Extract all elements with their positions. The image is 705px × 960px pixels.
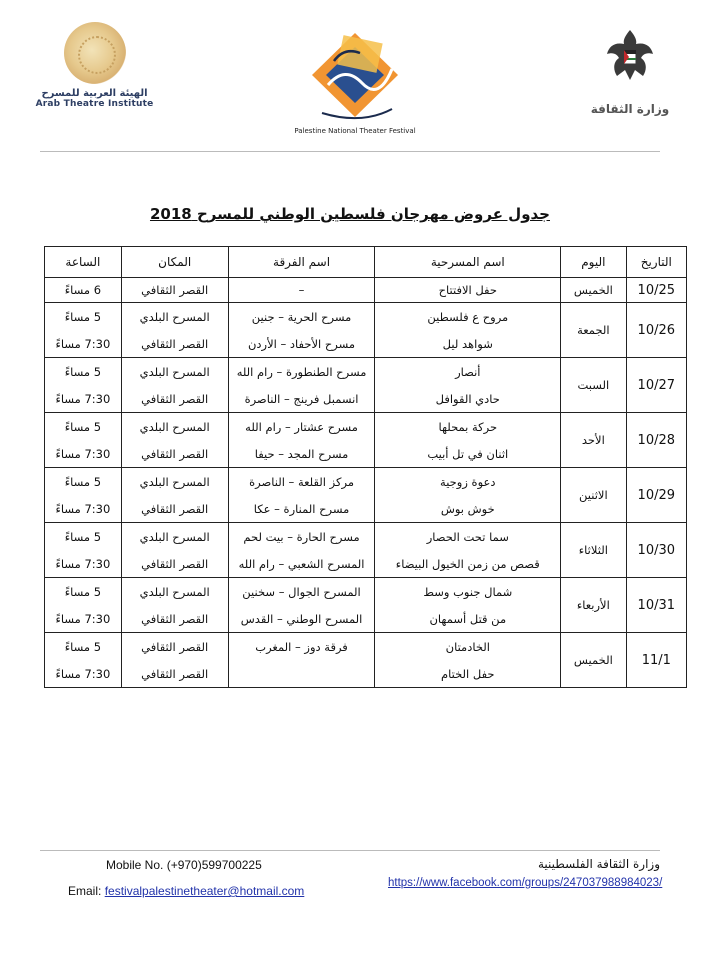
column-header-venue: المكان <box>121 247 228 278</box>
column-header-troupe: اسم الفرقة <box>228 247 375 278</box>
ministry-footer-name: وزارة الثقافة الفلسطينية <box>537 857 660 871</box>
show-time: 7:30 مساءً <box>55 666 111 681</box>
venue-name: القصر الثقافي <box>141 639 209 654</box>
play-name: شواهد ليل <box>442 336 493 351</box>
cell-play <box>375 578 561 633</box>
venue-name: القصر الثقافي <box>141 336 209 351</box>
cell-date: 11/1 <box>626 633 686 688</box>
cell-troupe <box>228 413 375 468</box>
table-header-row <box>45 247 687 278</box>
venue-name: المسرح البلدي <box>139 474 210 489</box>
header-divider <box>40 151 660 152</box>
troupe-name: المسرح الوطني – القدس <box>240 611 363 626</box>
cell-date: 10/31 <box>626 578 686 633</box>
show-time: 7:30 مساءً <box>55 501 111 516</box>
calligraphy-emblem-icon <box>64 22 126 84</box>
cell-time <box>45 358 122 413</box>
troupe-name: مسرح المجد – حيفا <box>254 446 349 461</box>
cell-date: 10/25 <box>626 278 686 303</box>
cell-time <box>45 413 122 468</box>
troupe-name: مسرح الحرية – جنين <box>251 309 352 324</box>
show-time: 7:30 مساءً <box>55 446 111 461</box>
cell-play <box>375 523 561 578</box>
cell-time <box>45 578 122 633</box>
column-header-date: التاريخ <box>626 247 686 278</box>
cell-play <box>375 278 561 303</box>
cell-day: الخميس <box>561 278 626 303</box>
troupe-name: مسرح الحارة – بيت لحم <box>243 529 360 544</box>
venue-name: المسرح البلدي <box>139 584 210 599</box>
play-name: من قتل أسمهان <box>429 611 507 626</box>
cell-date: 10/27 <box>626 358 686 413</box>
venue-name: القصر الثقافي <box>141 556 209 571</box>
cell-venue <box>121 633 228 688</box>
cell-troupe <box>228 578 375 633</box>
cell-venue <box>121 468 228 523</box>
troupe-name: المسرح الجوال – سخنين <box>242 584 361 599</box>
ministry-of-culture-arabic-name: وزارة الثقافة <box>590 102 670 116</box>
venue-name: المسرح البلدي <box>139 309 210 324</box>
play-name: اثنان في تل أبيب <box>427 446 509 461</box>
troupe-name: المسرح الشعبي – رام الله <box>238 556 365 571</box>
table-row <box>45 278 687 303</box>
table-row <box>45 633 687 688</box>
play-name: حفل الختام <box>441 666 495 681</box>
show-time: 5 مساءً <box>64 419 102 434</box>
cell-day: الأحد <box>561 413 626 468</box>
cell-date: 10/28 <box>626 413 686 468</box>
cell-day: الثلاثاء <box>561 523 626 578</box>
cell-troupe <box>228 468 375 523</box>
play-name: دعوة زوجية <box>440 474 496 489</box>
show-time: 6 مساءً <box>64 283 102 297</box>
arab-theatre-institute-logo <box>32 22 157 122</box>
show-time: 5 مساءً <box>64 364 102 379</box>
troupe-name: مسرح الطنطورة – رام الله <box>236 364 367 379</box>
cell-troupe <box>228 278 375 303</box>
show-time: 5 مساءً <box>64 474 102 489</box>
troupe-name: مسرح عشتار – رام الله <box>245 419 358 434</box>
troupe-name: انسمبل فرينج – الناصرة <box>244 391 359 406</box>
facebook-line <box>388 877 662 889</box>
venue-name: القصر الثقافي <box>141 666 209 681</box>
show-time: 7:30 مساءً <box>55 556 111 571</box>
table-row <box>45 303 687 358</box>
venue-name: القصر الثقافي <box>141 611 209 626</box>
troupe-name: مسرح المنارة – عكا <box>253 501 350 516</box>
cell-venue <box>121 358 228 413</box>
cell-time <box>45 523 122 578</box>
show-time: 5 مساءً <box>64 584 102 599</box>
venue-name: القصر الثقافي <box>141 446 209 461</box>
email-line <box>68 884 304 898</box>
cell-play <box>375 413 561 468</box>
festival-logo-caption: Palestine National Theater Festival <box>294 127 416 135</box>
column-header-time: الساعة <box>45 247 122 278</box>
show-time: 5 مساءً <box>64 309 102 324</box>
play-name: حادي القوافل <box>435 391 500 406</box>
festival-logo <box>285 25 425 145</box>
cell-date: 10/30 <box>626 523 686 578</box>
table-row <box>45 413 687 468</box>
cell-play <box>375 633 561 688</box>
cell-day: السبت <box>561 358 626 413</box>
table-row <box>45 468 687 523</box>
show-time: 5 مساءً <box>64 639 102 654</box>
column-header-play: اسم المسرحية <box>375 247 561 278</box>
cell-troupe <box>228 633 375 688</box>
venue-name: المسرح البلدي <box>139 419 210 434</box>
cell-day: الأربعاء <box>561 578 626 633</box>
table-row <box>45 523 687 578</box>
facebook-link[interactable]: https://www.facebook.com/groups/247037988984023/ <box>388 877 663 889</box>
email-link[interactable]: festivalpalestinetheater@hotmail.com <box>104 884 305 898</box>
venue-name: القصر الثقافي <box>141 391 209 406</box>
cell-troupe <box>228 358 375 413</box>
play-name: مروح ع فلسطين <box>427 309 509 324</box>
cell-date: 10/26 <box>626 303 686 358</box>
troupe-name: – <box>298 283 305 297</box>
troupe-name: مركز القلعة – الناصرة <box>249 474 354 489</box>
cell-day: الخميس <box>561 633 626 688</box>
troupe-name: فرقة دوز – المغرب <box>255 640 348 654</box>
show-time: 7:30 مساءً <box>55 336 111 351</box>
eagle-emblem-icon <box>603 26 657 84</box>
venue-name: القصر الثقافي <box>141 501 209 516</box>
play-name: قصص من زمن الخيول البيضاء <box>395 556 540 571</box>
cell-play <box>375 358 561 413</box>
arab-theatre-institute-arabic-name: الهيئة العربية للمسرح <box>41 88 148 99</box>
cell-troupe <box>228 523 375 578</box>
venue-name: المسرح البلدي <box>139 529 210 544</box>
table-row <box>45 578 687 633</box>
show-time: 7:30 مساءً <box>55 391 111 406</box>
cell-time <box>45 278 122 303</box>
mobile-number: Mobile No. (+970)599700225 <box>106 858 262 872</box>
email-label: Email: <box>68 884 102 898</box>
cell-venue <box>121 413 228 468</box>
play-name: شمال جنوب وسط <box>423 584 513 599</box>
cell-venue <box>121 523 228 578</box>
cell-time <box>45 468 122 523</box>
play-name: الخادمتان <box>445 639 490 654</box>
cell-date: 10/29 <box>626 468 686 523</box>
cell-time <box>45 633 122 688</box>
arab-theatre-institute-english-name: Arab Theatre Institute <box>35 99 154 109</box>
cell-time <box>45 303 122 358</box>
column-header-day: اليوم <box>561 247 626 278</box>
festival-emblem-icon <box>300 25 410 125</box>
cell-day: الاثنين <box>561 468 626 523</box>
cell-play <box>375 303 561 358</box>
show-time: 5 مساءً <box>64 529 102 544</box>
play-name: حركة بمحلها <box>438 419 498 434</box>
show-time: 7:30 مساءً <box>55 611 111 626</box>
troupe-name: مسرح الأحفاد – الأردن <box>247 336 356 351</box>
play-name: حفل الافتتاح <box>438 283 497 297</box>
cell-venue <box>121 578 228 633</box>
play-name: خوش بوش <box>440 501 495 516</box>
footer-divider <box>40 850 660 851</box>
schedule-table <box>44 246 687 688</box>
cell-troupe <box>228 303 375 358</box>
play-name: سما تحت الحصار <box>426 529 509 544</box>
cell-play <box>375 468 561 523</box>
venue-name: القصر الثقافي <box>141 283 209 297</box>
page-title: جدول عروض مهرجان فلسطين الوطني للمسرح 2018 <box>149 205 550 223</box>
venue-name: المسرح البلدي <box>139 364 210 379</box>
cell-venue <box>121 303 228 358</box>
ministry-of-culture-logo <box>585 20 675 130</box>
cell-venue <box>121 278 228 303</box>
cell-day: الجمعة <box>561 303 626 358</box>
play-name: أنصار <box>455 364 481 379</box>
table-row <box>45 358 687 413</box>
